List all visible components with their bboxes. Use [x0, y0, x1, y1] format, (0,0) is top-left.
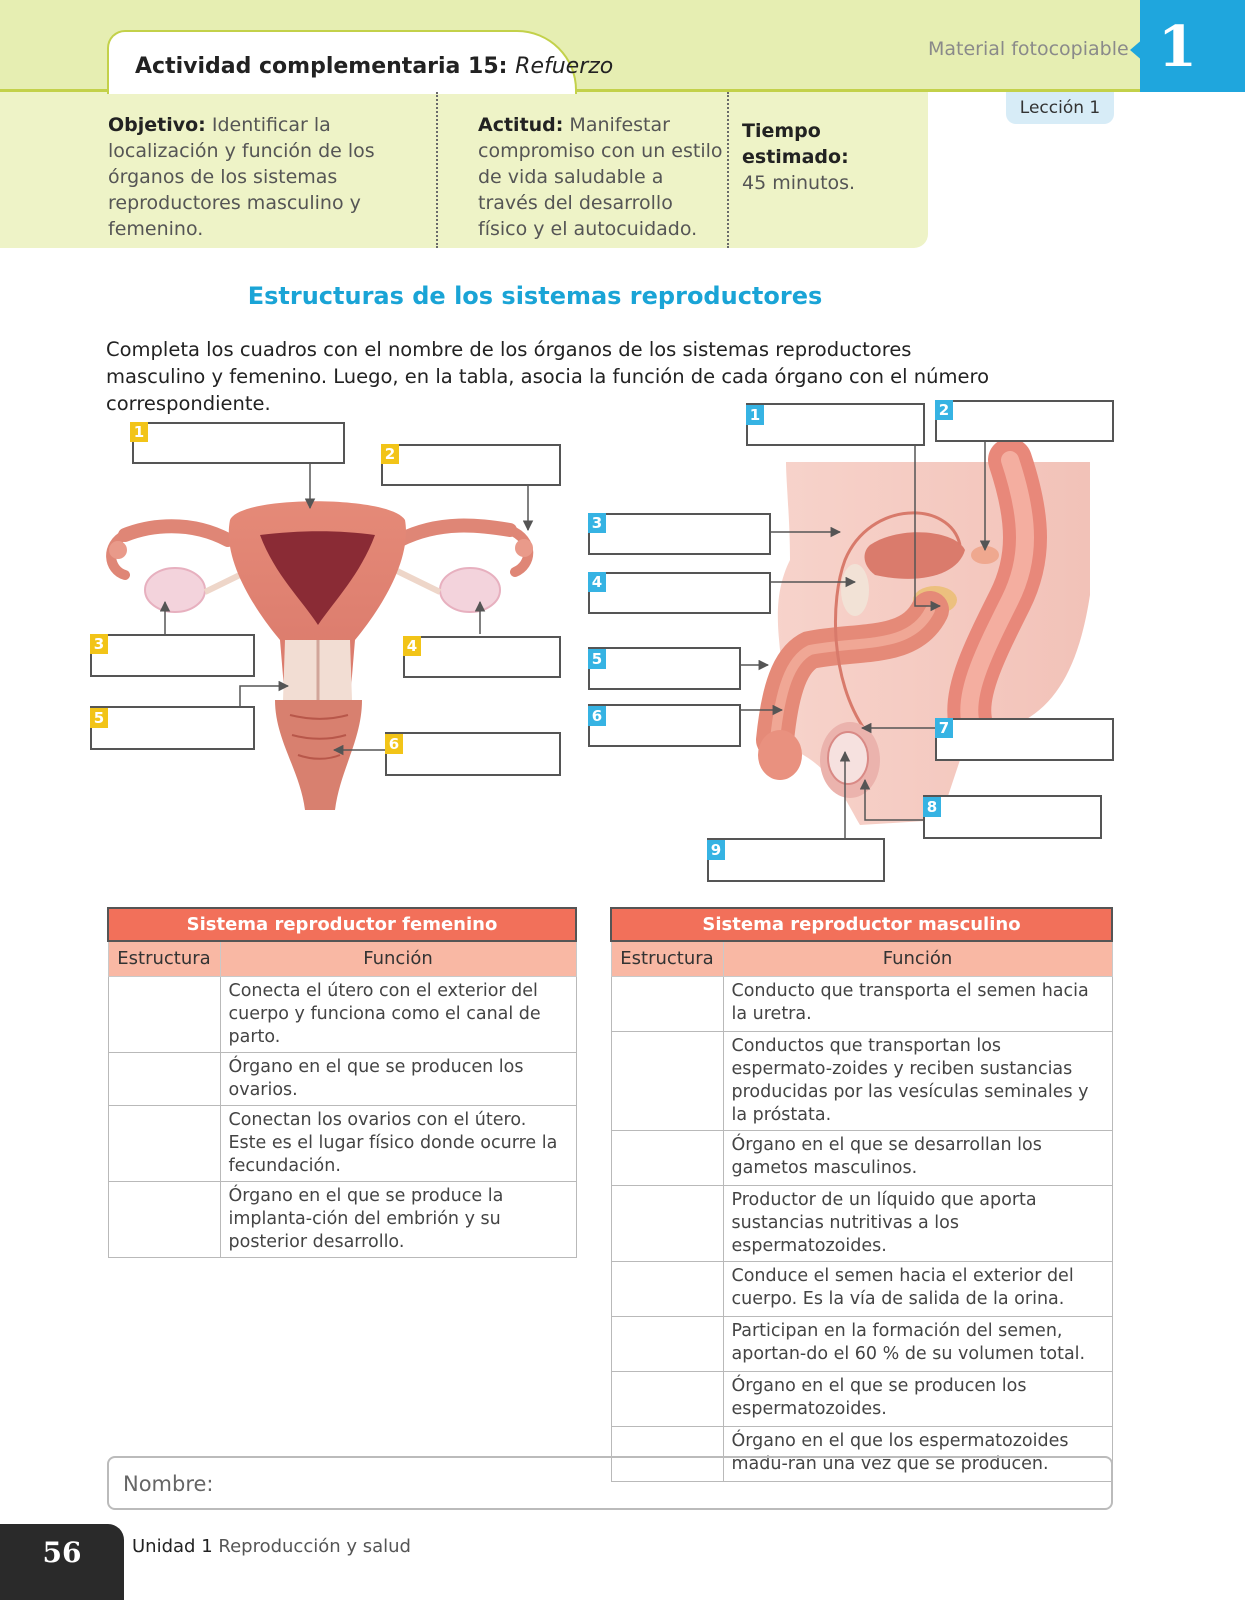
female-table-title: Sistema reproductor femenino	[108, 908, 576, 941]
attitude-text: Manifestar compromiso con un estilo de vida saludable a través del desarrollo físico y el autocuidado.	[478, 114, 723, 240]
male-table-title: Sistema reproductor masculino	[611, 908, 1112, 941]
male-label-number: 2	[935, 400, 953, 420]
male-label-number: 6	[588, 706, 606, 726]
structure-answer-cell[interactable]	[611, 1031, 723, 1130]
function-cell: Conductos que transportan los espermato-zoides y reciben sustancias producidas por las vesículas seminales y la próstata.	[723, 1031, 1112, 1130]
lesson-badge: Lección 1	[1006, 92, 1114, 124]
male-label-number: 1	[746, 405, 764, 425]
female-label-number: 2	[381, 444, 399, 464]
footer-unit-label: Unidad 1	[132, 1536, 213, 1557]
structure-answer-cell[interactable]	[611, 1185, 723, 1261]
male-label-number: 8	[923, 797, 941, 817]
table-row	[108, 976, 576, 1052]
female-answer-box-4[interactable]	[403, 636, 561, 678]
unit-number: 1	[1158, 14, 1197, 80]
female-answer-box-5[interactable]	[90, 706, 255, 750]
female-table-title-row	[108, 908, 576, 941]
female-answer-box-2[interactable]	[381, 444, 561, 486]
instructions: Completa los cuadros con el nombre de los órganos de los sistemas reproductores masculino y femenino. Luego, en la tabla, asocia la función de cada órgano con el número correspondiente.	[106, 338, 990, 415]
table-row	[611, 1261, 1112, 1316]
table-row	[108, 1105, 576, 1181]
objective-text: Identificar la localización y función de los órganos de los sistemas reproductores masculino y femenino.	[108, 114, 375, 240]
female-table-header-row	[108, 941, 576, 976]
male-answer-box-8[interactable]	[923, 795, 1102, 839]
male-reproductive-illustration	[758, 460, 1090, 825]
female-col-structure: Estructura	[108, 941, 220, 976]
function-cell: Órgano en el que se produce la implanta-ción del embrión y su posterior desarrollo.	[220, 1181, 576, 1257]
time-text: 45 minutos.	[742, 172, 856, 194]
female-label-number: 1	[130, 422, 148, 442]
male-answer-box-6[interactable]	[588, 704, 741, 747]
activity-title-main: Actividad complementaria 15:	[135, 54, 508, 79]
photocopy-note: Material fotocopiable	[928, 38, 1129, 60]
male-label-number: 9	[707, 840, 725, 860]
male-answer-box-5[interactable]	[588, 647, 741, 690]
function-cell: Conducto que transporta el semen hacia la uretra.	[723, 976, 1112, 1031]
male-col-structure: Estructura	[611, 941, 723, 976]
male-table-title-row	[611, 908, 1112, 941]
table-row	[611, 976, 1112, 1031]
table-row	[611, 1185, 1112, 1261]
structure-answer-cell[interactable]	[611, 1130, 723, 1185]
female-label-number: 4	[403, 636, 421, 656]
table-row	[611, 1130, 1112, 1185]
structure-answer-cell[interactable]	[108, 1181, 220, 1257]
function-cell: Conecta el útero con el exterior del cuerpo y funciona como el canal de parto.	[220, 976, 576, 1052]
female-table	[107, 907, 577, 1258]
table-row	[108, 1052, 576, 1105]
structure-answer-cell[interactable]	[611, 976, 723, 1031]
function-cell: Órgano en el que los espermatozoides madu-ran una vez que se producen.	[723, 1426, 1112, 1481]
male-table-header-row	[611, 941, 1112, 976]
male-table	[610, 907, 1113, 1482]
female-label-number: 6	[385, 734, 403, 754]
function-cell: Conduce el semen hacia el exterior del cuerpo. Es la vía de salida de la orina.	[723, 1261, 1112, 1316]
function-cell: Productor de un líquido que aporta sustancias nutritivas a los espermatozoides.	[723, 1185, 1112, 1261]
male-label-number: 5	[588, 649, 606, 669]
female-answer-box-6[interactable]	[385, 732, 561, 776]
male-label-number: 4	[588, 572, 606, 592]
page-number-box	[0, 1524, 124, 1600]
table-row	[611, 1031, 1112, 1130]
structure-answer-cell[interactable]	[108, 976, 220, 1052]
section-title: Estructuras de los sistemas reproductores	[247, 282, 823, 310]
table-row	[611, 1371, 1112, 1426]
female-label-number: 3	[90, 634, 108, 654]
structure-answer-cell[interactable]	[611, 1261, 723, 1316]
female-col-function: Función	[220, 941, 576, 976]
structure-answer-cell[interactable]	[108, 1052, 220, 1105]
function-cell: Órgano en el que se producen los espermatozoides.	[723, 1371, 1112, 1426]
footer-unit	[132, 1536, 411, 1557]
page-number: 56	[42, 1536, 82, 1569]
male-label-number: 3	[588, 513, 606, 533]
male-answer-box-9[interactable]	[707, 838, 885, 882]
male-answer-box-4[interactable]	[588, 572, 771, 614]
male-label-number: 7	[935, 718, 953, 738]
activity-subtitle: Refuerzo	[515, 54, 614, 79]
male-answer-box-2[interactable]	[935, 400, 1114, 442]
function-cell: Conectan los ovarios con el útero. Este es el lugar físico donde ocurre la fecundación.	[220, 1105, 576, 1181]
structure-answer-cell[interactable]	[108, 1105, 220, 1181]
female-answer-box-1[interactable]	[132, 422, 345, 464]
attitude-label: Actitud:	[478, 114, 564, 136]
objective-label: Objetivo:	[108, 114, 206, 136]
female-answer-box-3[interactable]	[90, 634, 255, 677]
male-answer-box-7[interactable]	[935, 718, 1114, 761]
name-field[interactable]	[107, 1456, 1113, 1510]
male-answer-box-3[interactable]	[588, 513, 771, 555]
table-row	[108, 1181, 576, 1257]
structure-answer-cell[interactable]	[611, 1371, 723, 1426]
footer-unit-title: Reproducción y salud	[218, 1536, 411, 1557]
function-cell: Órgano en el que se producen los ovarios.	[220, 1052, 576, 1105]
male-answer-box-1[interactable]	[746, 403, 925, 446]
function-cell: Órgano en el que se desarrollan los gametos masculinos.	[723, 1130, 1112, 1185]
function-cell: Participan en la formación del semen, aportan-do el 60 % de su volumen total.	[723, 1316, 1112, 1371]
female-label-number: 5	[90, 708, 108, 728]
time-label: Tiempo estimado:	[742, 120, 849, 168]
structure-answer-cell[interactable]	[611, 1316, 723, 1371]
name-label: Nombre:	[123, 1472, 214, 1496]
male-col-function: Función	[723, 941, 1112, 976]
table-row	[611, 1316, 1112, 1371]
